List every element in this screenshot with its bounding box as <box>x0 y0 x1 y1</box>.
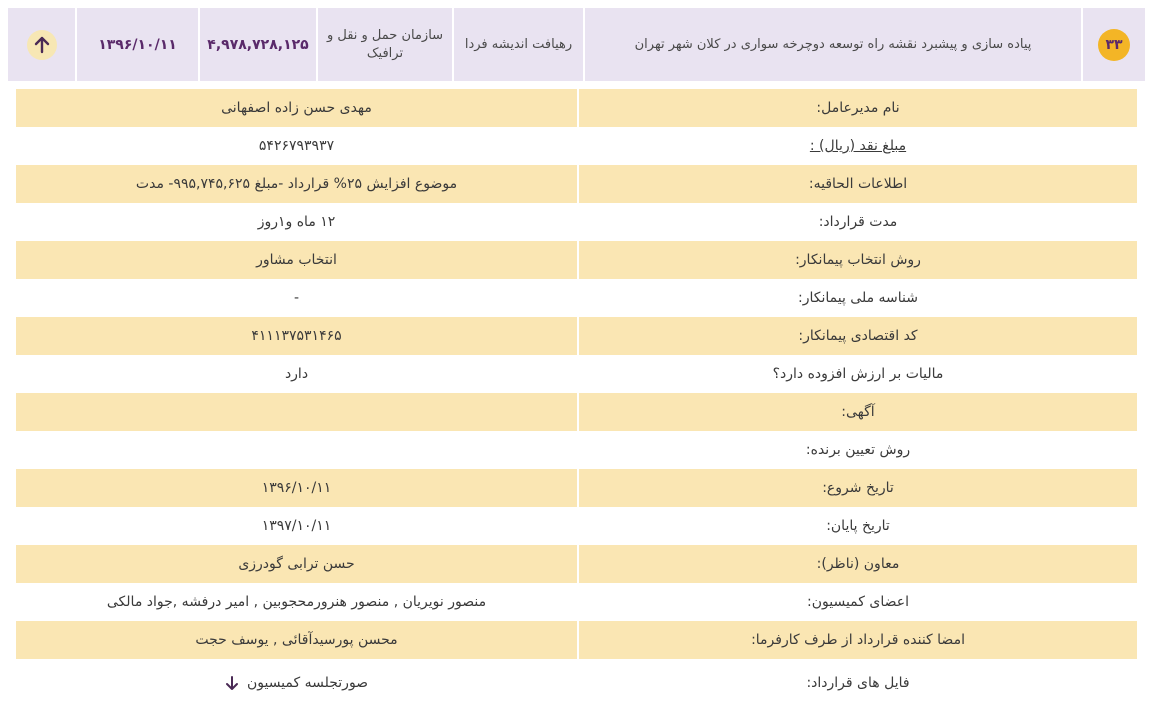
detail-row-addendum <box>16 165 1137 203</box>
detail-label: فایل های قرارداد: <box>577 659 1137 707</box>
detail-value <box>16 393 577 431</box>
detail-label: کد اقتصادی پیمانکار: <box>577 317 1137 355</box>
detail-row-start-date <box>16 469 1137 507</box>
contractor-name: رهیافت اندیشه فردا <box>452 8 583 81</box>
detail-label: روش انتخاب پیمانکار: <box>577 241 1137 279</box>
detail-label: مدت قرارداد: <box>577 203 1137 241</box>
file-link-label: صورتجلسه کمیسیون <box>246 675 369 691</box>
contract-summary-header[interactable] <box>8 8 1145 81</box>
detail-value: ۱۳۹۶/۱۰/۱۱ <box>261 480 332 496</box>
detail-value: مهدی حسن زاده اصفهانی <box>221 100 372 116</box>
detail-label: معاون (ناظر): <box>577 545 1137 583</box>
detail-label: اعضای کمیسیون: <box>577 583 1137 621</box>
detail-row-selection-method <box>16 241 1137 279</box>
detail-value: ۱۲ ماه و۱روز <box>257 214 336 230</box>
detail-row-ceo <box>16 89 1137 127</box>
detail-value: انتخاب مشاور <box>256 252 337 268</box>
detail-value: ۴۱۱۱۳۷۵۳۱۴۶۵ <box>251 328 342 344</box>
detail-label: مالیات بر ارزش افزوده دارد؟ <box>577 355 1137 393</box>
detail-label <box>577 127 1137 165</box>
contract-amount: ۴,۹۷۸,۷۲۸,۱۲۵ <box>198 8 316 81</box>
detail-value <box>16 431 577 469</box>
cash-amount-label: مبلغ نقد (ریال) : <box>809 138 907 154</box>
detail-value: موضوع افزایش ۲۵% قرارداد -مبلغ ۹۹۵,۷۴۵,۶۲۵- مدت <box>135 176 458 192</box>
detail-row-winner-method <box>16 431 1137 469</box>
detail-label: تاریخ پایان: <box>577 507 1137 545</box>
detail-value: ۱۳۹۷/۱۰/۱۱ <box>261 518 332 534</box>
collapse-cell[interactable] <box>8 8 75 81</box>
detail-row-announcement <box>16 393 1137 431</box>
detail-label: شناسه ملی پیمانکار: <box>577 279 1137 317</box>
detail-row-economic-code <box>16 317 1137 355</box>
detail-row-end-date <box>16 507 1137 545</box>
contract-date: ۱۳۹۶/۱۰/۱۱ <box>75 8 198 81</box>
detail-row-deputy <box>16 545 1137 583</box>
contract-number-cell <box>1081 8 1145 81</box>
collapse-button[interactable] <box>27 30 57 60</box>
contract-details-table <box>16 89 1137 707</box>
detail-row-duration <box>16 203 1137 241</box>
detail-label: آگهی: <box>577 393 1137 431</box>
contract-title: پیاده سازی و پیشبرد نقشه راه توسعه دوچرخه سواری در کلان شهر تهران <box>583 8 1081 81</box>
detail-value: دارد <box>284 366 309 382</box>
detail-row-national-id <box>16 279 1137 317</box>
organization-name: سازمان حمل و نقل و ترافیک <box>316 8 452 81</box>
detail-label: نام مدیرعامل: <box>577 89 1137 127</box>
detail-row-commission-members <box>16 583 1137 621</box>
detail-value: محسن پورسیدآقائی , یوسف حجت <box>195 632 398 648</box>
detail-row-cash-amount <box>16 127 1137 165</box>
contract-number-badge: ۳۳ <box>1098 29 1130 61</box>
commission-minutes-download-link[interactable] <box>225 675 368 691</box>
detail-label: روش تعیین برنده: <box>577 431 1137 469</box>
detail-row-contract-files <box>16 659 1137 707</box>
detail-row-vat <box>16 355 1137 393</box>
detail-label: اطلاعات الحاقیه: <box>577 165 1137 203</box>
detail-label: تاریخ شروع: <box>577 469 1137 507</box>
detail-value: حسن ترابی گودرزی <box>238 556 355 572</box>
detail-value: ۵۴۲۶۷۹۳۹۳۷ <box>258 138 335 154</box>
detail-row-signatories <box>16 621 1137 659</box>
detail-value: - <box>293 290 300 306</box>
detail-value <box>16 659 577 707</box>
detail-label: امضا کننده قرارداد از طرف کارفرما: <box>577 621 1137 659</box>
arrow-up-icon <box>34 36 50 54</box>
download-arrow-icon <box>225 675 239 691</box>
detail-value: منصور نویریان , منصور هنرورمحجوبین , امیر درفشه ,جواد مالکی <box>106 594 487 610</box>
